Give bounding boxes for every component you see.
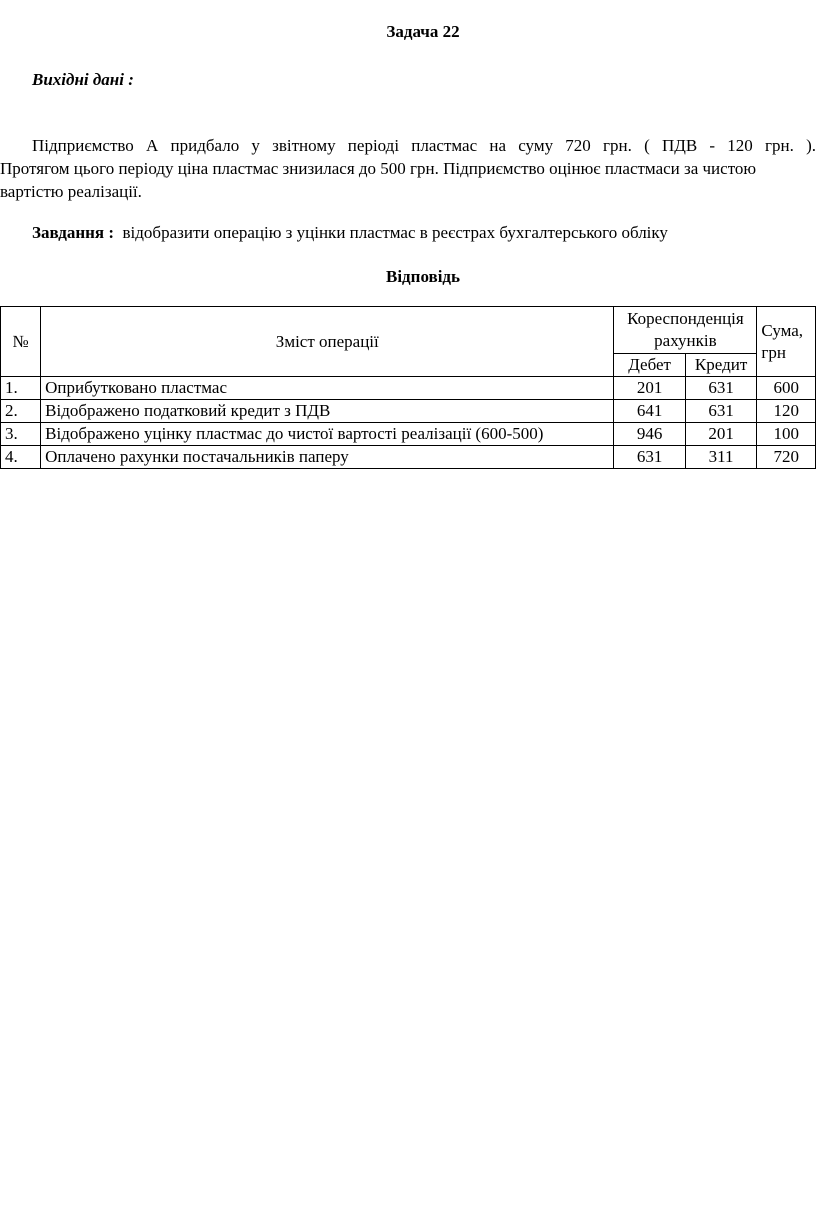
header-sum: Сума, грн [757,307,816,377]
row-debit: 631 [614,446,685,469]
row-debit: 641 [614,400,685,423]
row-content: Відображено податковий кредит з ПДВ [41,400,614,423]
table-row [1,423,816,446]
header-content: Зміст операції [41,307,614,377]
table-header-row [1,307,816,354]
answer-heading: Відповідь [385,267,461,286]
document-title: Задача 22 [386,22,460,41]
row-credit: 311 [685,446,757,469]
header-credit: Кредит [685,354,757,377]
problem-paragraph [0,134,816,203]
initial-data-heading: Вихідні дані : [32,70,134,89]
row-credit: 631 [685,400,757,423]
row-content: Відображено уцінку пластмас до чистої вартості реалізації (600-500) [41,423,614,446]
task-text: відобразити операцію з уцінки пластмас в реєстрах бухгалтерського обліку [114,223,668,242]
row-sum: 720 [757,446,816,469]
row-number: 4. [1,446,41,469]
task-label: Завдання : [32,223,115,242]
row-credit: 201 [685,423,757,446]
operations-table [0,306,816,469]
header-debit: Дебет [614,354,685,377]
task-statement [32,223,668,243]
row-debit: 946 [614,423,685,446]
paragraph-line-1: Підприємство А придбало у звітному періоді пластмас на суму 720 грн. ( ПДВ - 120 грн. ). [32,136,816,155]
header-correspondence: Кореспонденція рахунків [614,307,757,354]
paragraph-line-3: вартістю реалізації. [0,182,142,201]
table-row [1,377,816,400]
paragraph-line-2: Протягом цього періоду ціна пластмас знизилася до 500 грн. Підприємство оцінює пластмаси за чистою [0,159,757,178]
row-sum: 600 [757,377,816,400]
row-number: 3. [1,423,41,446]
row-number: 2. [1,400,41,423]
row-number: 1. [1,377,41,400]
table-row [1,400,816,423]
row-credit: 631 [685,377,757,400]
row-sum: 120 [757,400,816,423]
header-number: № [1,307,41,377]
row-sum: 100 [757,423,816,446]
row-content: Оплачено рахунки постачальників паперу [41,446,614,469]
table-row [1,446,816,469]
row-debit: 201 [614,377,685,400]
row-content: Оприбутковано пластмас [41,377,614,400]
